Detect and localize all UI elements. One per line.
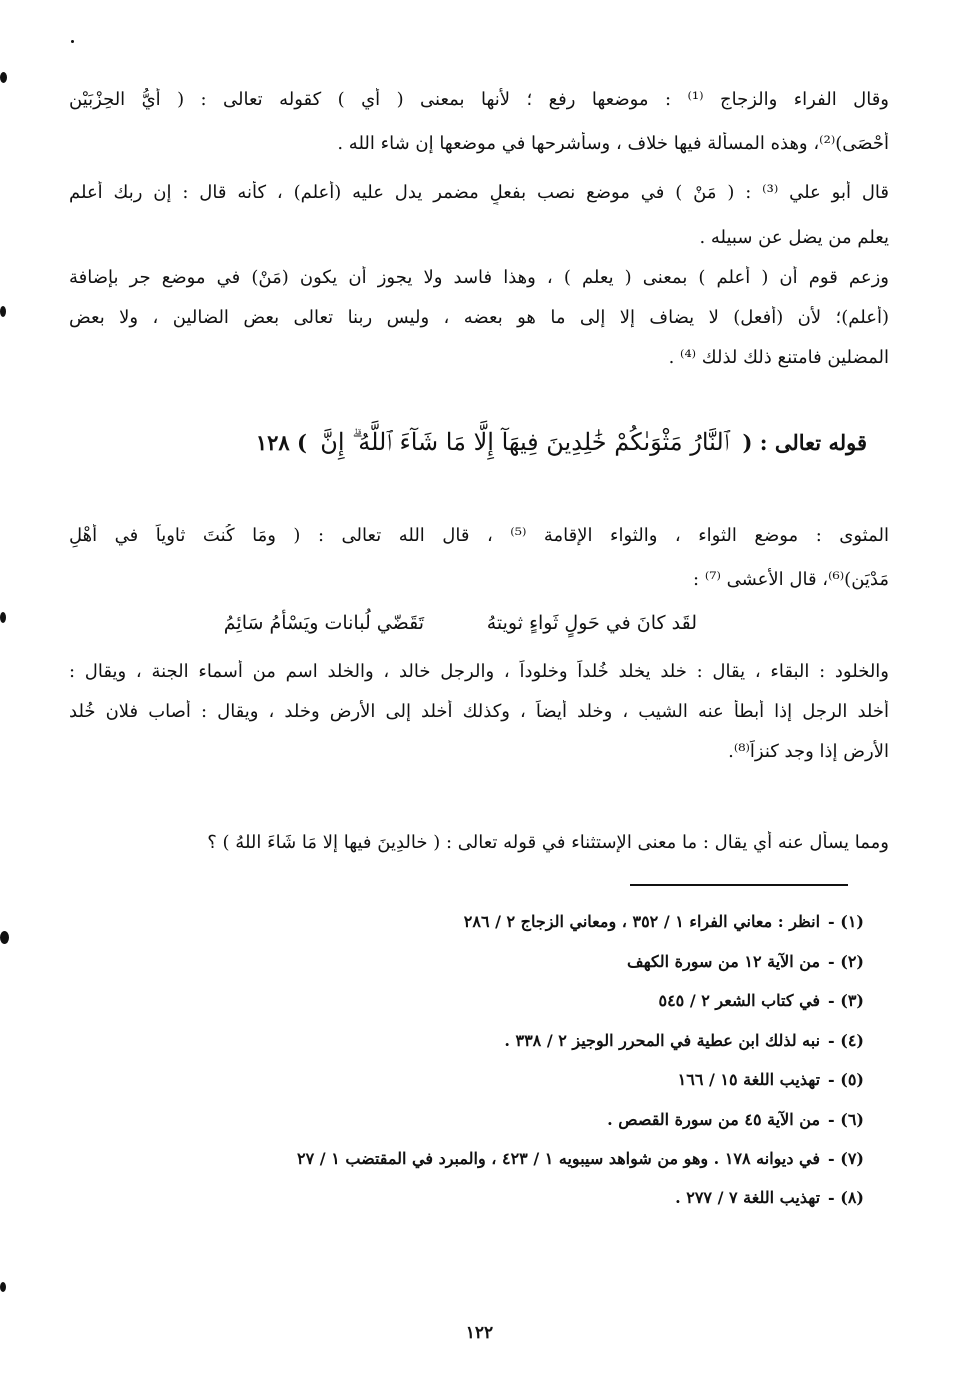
- footnote-number: (١) -: [828, 912, 864, 931]
- footnote-separator: [630, 884, 848, 886]
- paragraph-5-line-3: الأرض إذا وجد كنزاً⁽⁸⁾.: [728, 741, 889, 762]
- paragraph-6-line-1: ومما يسأل عنه أي يقال : ما معنى الإستثناء في قوله تعالى : ( خالدِينَ فيها إلا مَا شَاءَ اللهُ ) ؟: [207, 832, 889, 853]
- footnote-text: تهذيب اللغة ٧ / ٢٧٧ .: [675, 1188, 821, 1207]
- paragraph-4-line-1: المثوى : موضع الثواء ، والثواء الإقامة ⁽⁵⁾ ، قال الله تعالى : ( ومَا كُنتَ ثاوياً في أهْلِ: [69, 525, 889, 546]
- poem-hemistich-2: تَقَضّي لُبانات ويَسْأمُ سَائِمُ: [223, 612, 424, 634]
- scan-speck: [0, 72, 7, 83]
- paragraph-2-line-2: يعلم من يضل عن سبيله .: [699, 227, 889, 248]
- footnote-text: نبه لذلك ابن عطية في المحرر الوجيز ٢ / ٣٣٨ .: [504, 1031, 821, 1050]
- footnote-number: (٨) -: [828, 1188, 864, 1207]
- paragraph-2-line-1: قال أبو علي ⁽³⁾ : ( مَنْ ) في موضع نصب بفعلٍ مضمر يدل عليه (أعلم) ، كأنه قال : إن ربك أعلم: [69, 182, 889, 203]
- paragraph-1-line-2: أحْصَى)⁽²⁾، وهذه المسألة فيها خلاف ، وسأشرحها في موضعها إن شاء الله .: [337, 133, 889, 154]
- footnote-number: (٣) -: [828, 991, 864, 1010]
- footnote-text: من الآية ٤٥ من سورة القصص .: [607, 1110, 821, 1129]
- footnote-4: [504, 1031, 864, 1050]
- footnote-6: [607, 1110, 864, 1129]
- quran-verse: ٱلنَّارُ مَثْوَىٰكُمْ خَٰلِدِينَ فِيهَآ إِلَّا مَا شَآءَ ٱللَّهُ ۗ إِنَّ: [320, 428, 730, 456]
- footnote-text: تهذيب اللغة ١٥ / ١٦٦: [677, 1070, 821, 1089]
- paragraph-5-line-2: أخلد الرجل إذا أبطأ عنه الشيب ، وخلد أيضاً ، وكذلك أخلد إلى الأرض وخلد ، ويقال : أصاب فلان خُلد: [69, 701, 889, 722]
- footnote-text: من الآية ١٢ من سورة الكهف: [627, 952, 821, 971]
- paragraph-5-line-1: والخلود : البقاء ، يقال : خلد يخلد خُلداً وخلوداً ، والرجل خالد ، والخلد اسم من أسماء الجنة ، ويقال :: [69, 661, 889, 682]
- footnote-number: (٤) -: [828, 1031, 864, 1050]
- scan-speck: [0, 612, 6, 623]
- footnote-text: في كتاب الشعر ٢ / ٥٤٥: [658, 991, 821, 1010]
- paragraph-1-line-1: وقال الفراء والزجاج ⁽¹⁾ : موضعها رفع ؛ لأنها بمعنى ( أي ) كقوله تعالى : ( أيُّ الحِزْبَيْن: [69, 89, 889, 110]
- footnote-text: انظر : معاني الفراء ١ / ٣٥٢ ، ومعاني الزجاج ٢ / ٢٨٦: [463, 912, 821, 931]
- footnote-8: [675, 1188, 864, 1207]
- verse-heading-suffix: ) ١٢٨: [255, 430, 307, 455]
- scan-speck: [0, 1282, 6, 1292]
- verse-heading: [67, 428, 867, 456]
- footnote-1: [464, 912, 864, 931]
- scan-speck: [0, 306, 6, 317]
- page-number: ١٢٢: [465, 1323, 494, 1343]
- scan-speck: [71, 40, 74, 43]
- scan-speck: [0, 931, 9, 944]
- footnote-number: (٢) -: [828, 952, 864, 971]
- footnote-2: [627, 952, 864, 971]
- footnote-number: (٧) -: [828, 1149, 864, 1168]
- footnote-7: [297, 1149, 864, 1168]
- verse-heading-prefix: قوله تعالى : (: [742, 430, 867, 455]
- footnote-text: في ديوانه ١٧٨ . وهو من شواهد سيبويه ١ / ٤٢٣ ، والمبرد في المقتضب ١ / ٢٧: [297, 1149, 821, 1168]
- poem-hemistich-1: لقَد كانَ في حَولٍ ثَواءٍ ثويتهُ: [486, 612, 697, 634]
- footnote-3: [658, 991, 864, 1010]
- footnote-number: (٦) -: [828, 1110, 864, 1129]
- paragraph-3-line-1: وزعم قوم أن ( أعلم ) بمعنى ( يعلم ) ، وهذا فاسد ولا يجوز أن يكون (مَنْ) في موضع جر بإضافة: [69, 267, 889, 288]
- footnote-number: (٥) -: [828, 1070, 864, 1089]
- footnote-5: [678, 1070, 864, 1089]
- paragraph-4-line-2: مَدْيَن)⁽⁶⁾، قال الأعشى ⁽⁷⁾ :: [693, 569, 889, 590]
- paragraph-3-line-2: (أعلم)؛ لأن (أفعل) لا يضاف إلا إلى ما هو بعضه ، وليس ربنا تعالى بعض الضالين ، ولا بعض: [69, 307, 889, 328]
- paragraph-3-line-3: المضلين فامتنع ذلك لذلك ⁽⁴⁾ .: [668, 347, 889, 368]
